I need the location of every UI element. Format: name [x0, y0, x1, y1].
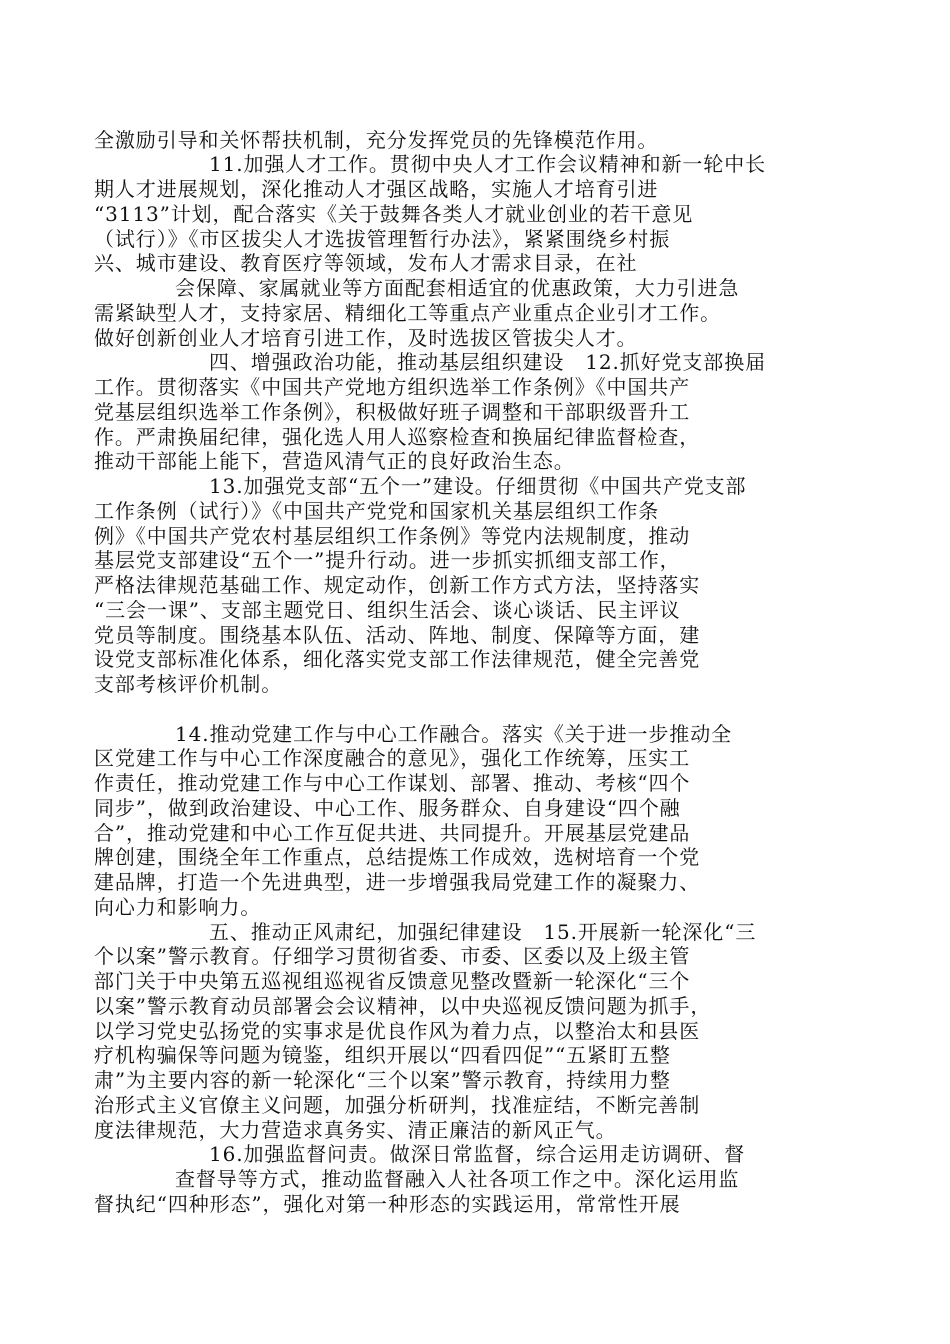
text-line: 期人才进展规划，深化推动人才强区战略，实施人才培育引进 — [94, 177, 659, 201]
text-line: 工作。贯彻落实《中国共产党地方组织选举工作条例》《中国共产 — [94, 375, 691, 399]
text-line: 全激励引导和关怀帮扶机制，充分发挥党员的先锋模范作用。 — [94, 128, 659, 152]
text-line: 作。严肃换届纪律，强化选人用人巡察检查和换届纪律监督检查， — [94, 425, 701, 449]
text-line: 16.加强监督问责。做深日常监督，综合运用走访调研、督 — [209, 1142, 746, 1166]
section-heading-line: 四、增强政治功能，推动基层组织建设 12.抓好党支部换届 — [209, 350, 767, 374]
text-line: 向心力和影响力。 — [94, 895, 262, 919]
text-line: 做好创新创业人才培育引进工作，及时选拔区管拔尖人才。 — [94, 326, 638, 350]
text-line: 治形式主义官僚主义问题，加强分析研判，找准症结，不断完善制 — [94, 1093, 701, 1117]
text-line: 牌创建，围绕全年工作重点，总结提炼工作成效，选树培育一个党 — [94, 845, 701, 869]
text-line: 党员等制度。围绕基本队伍、活动、阵地、制度、保障等方面，建 — [94, 623, 701, 647]
text-line: （试行）》《市区拔尖人才选拔管理暂行办法》，紧紧围绕乡村振 — [94, 227, 671, 251]
text-line: 肃”为主要内容的新一轮深化“三个以案”警示教育，持续用力整 — [94, 1068, 671, 1092]
text-line: “三会一课”、支部主题党日、组织生活会、谈心谈话、民主评议 — [94, 598, 681, 622]
text-line: 支部考核评价机制。 — [94, 672, 283, 696]
text-line: 例》《中国共产党农村基层组织工作条例》等党内法规制度，推动 — [94, 524, 691, 548]
section-heading-line: 五、推动正风肃纪，加强纪律建设 15.开展新一轮深化“三 — [209, 920, 757, 944]
text-line: 同步”，做到政治建设、中心工作、服务群众、自身建设“四个融 — [94, 796, 681, 820]
text-line: 设党支部标准化体系，细化落实党支部工作法律规范，健全完善党 — [94, 647, 701, 671]
text-line: 需紧缺型人才，支持家居、精细化工等重点产业重点企业引才工作。 — [94, 301, 721, 325]
text-line: 13.加强党支部“五个一”建设。仔细贯彻《中国共产党支部 — [209, 474, 747, 498]
text-line: 严格法律规范基础工作、规定动作，创新工作方式方法，坚持落实 — [94, 573, 701, 597]
text-line: 个以案”警示教育。仔细学习贯彻省委、市委、区委以及上级主管 — [94, 944, 691, 968]
text-line: 14.推动党建工作与中心工作融合。落实《关于进一步推动全 — [175, 722, 733, 746]
text-line: 11.加强人才工作。贯彻中央人才工作会议精神和新一轮中长 — [209, 152, 767, 176]
text-line: 度法律规范，大力营造求真务实、清正廉洁的新风正气。 — [94, 1118, 617, 1142]
text-line: 查督导等方式，推动监督融入人社各项工作之中。深化运用监 — [175, 1167, 740, 1191]
text-line: 建品牌，打造一个先进典型，进一步增强我局党建工作的凝聚力、 — [94, 870, 701, 894]
text-line: 工作条例（试行）》《中国共产党党和国家机关基层组织工作条 — [94, 499, 660, 523]
text-line: 以案”警示教育动员部署会会议精神，以中央巡视反馈问题为抓手， — [94, 994, 712, 1018]
text-line: 督执纪“四种形态”，强化对第一种形态的实践运用，常常性开展 — [94, 1192, 681, 1216]
text-line: 兴、城市建设、教育医疗等领域，发布人才需求目录，在社 — [94, 251, 638, 275]
text-line: 会保障、家属就业等方面配套相适宜的优惠政策，大力引进急 — [175, 276, 740, 300]
text-line: 基层党支部建设“五个一”提升行动。进一步抓实抓细支部工作， — [94, 548, 681, 572]
text-line: 以学习党史弘扬党的实事求是优良作风为着力点，以整治太和县医 — [94, 1019, 701, 1043]
text-line: 党基层组织选举工作条例》，积极做好班子调整和干部职级晋升工 — [94, 400, 691, 424]
text-line: 区党建工作与中心工作深度融合的意见》，强化工作统筹，压实工 — [94, 746, 691, 770]
text-line: 作责任，推动党建工作与中心工作谋划、部署、推动、考核“四个 — [94, 771, 691, 795]
text-line: 合”，推动党建和中心工作互促共进、共同提升。开展基层党建品 — [94, 821, 691, 845]
text-line: 疗机构骗保等问题为镜鉴，组织开展以“四看四促”“五紧盯五整 — [94, 1043, 671, 1067]
text-line: 部门关于中央第五巡视组巡视省反馈意见整改暨新一轮深化“三个 — [94, 969, 691, 993]
text-line: “3113”计划，配合落实《关于鼓舞各类人才就业创业的若干意见 — [94, 202, 694, 226]
text-line: 推动干部能上能下，营造风清气正的良好政治生态。 — [94, 449, 575, 473]
